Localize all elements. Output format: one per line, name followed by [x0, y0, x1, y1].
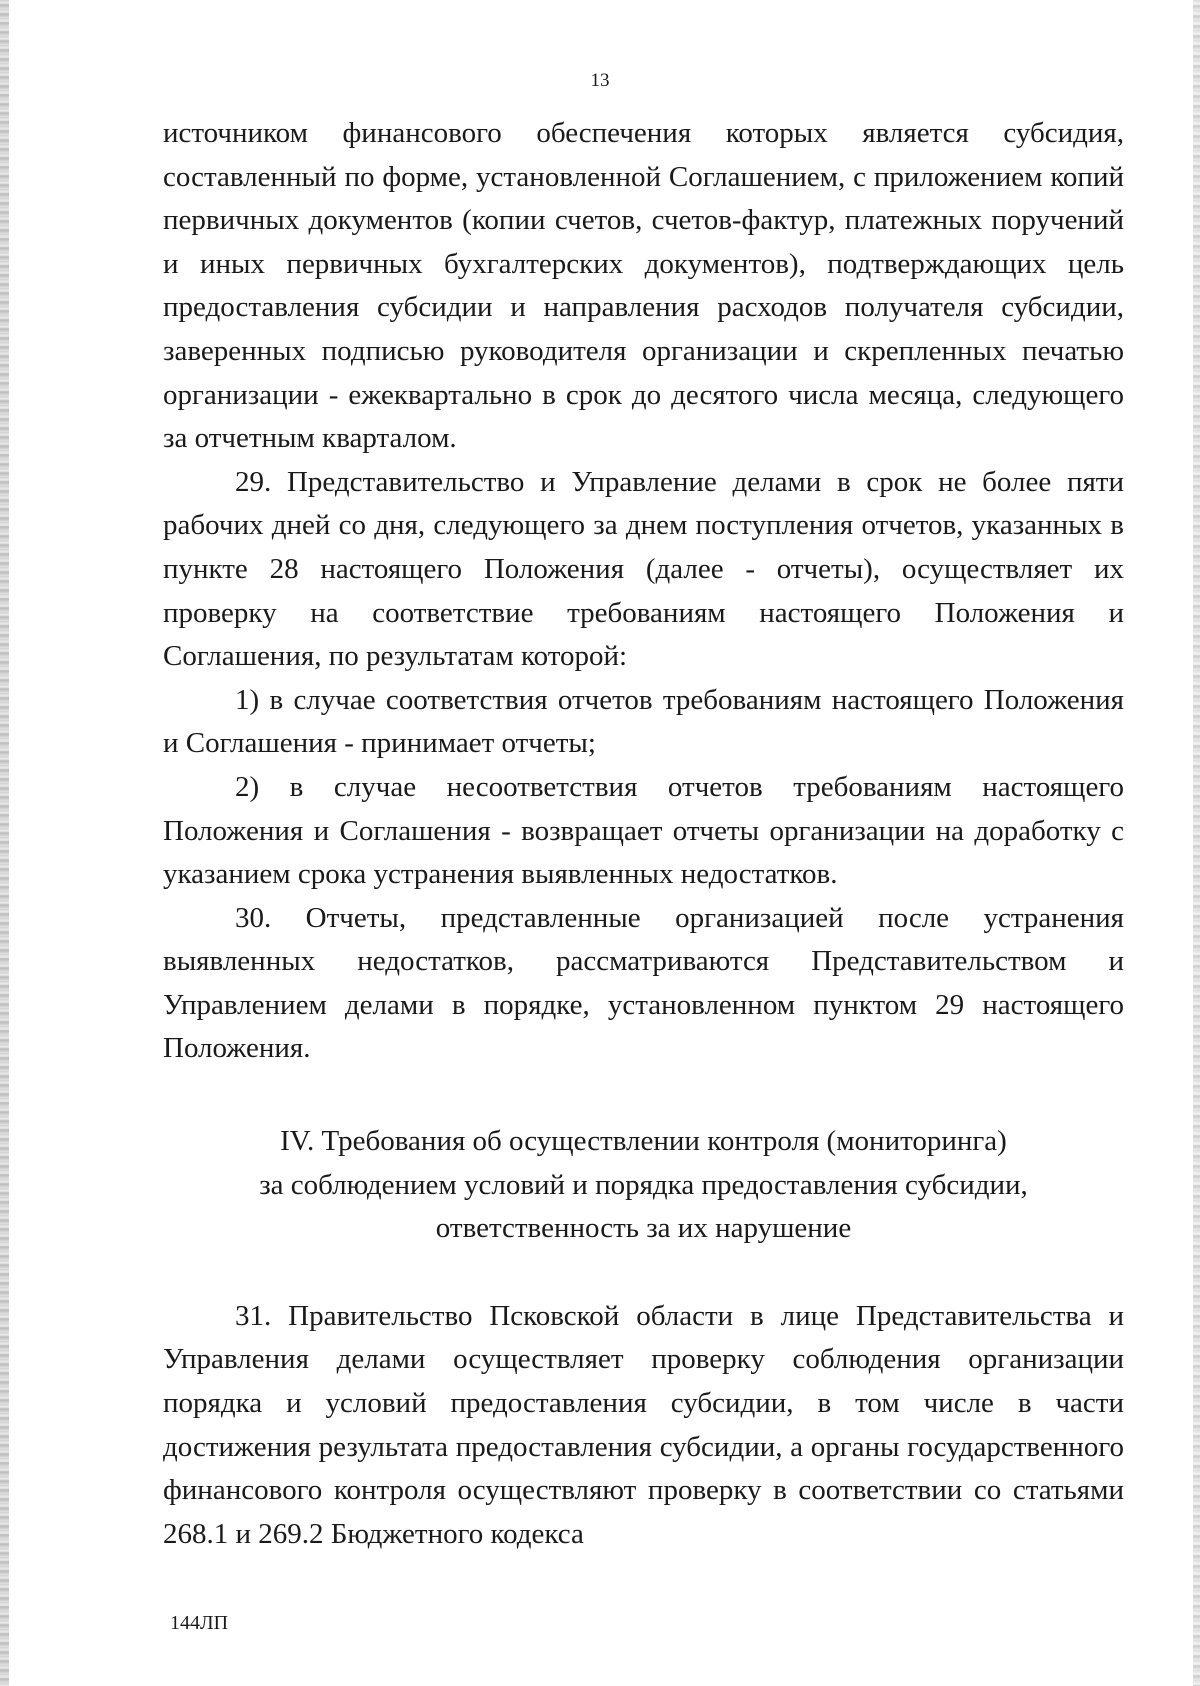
- document-code: 144ЛП: [170, 1612, 229, 1634]
- page-number: 13: [590, 70, 610, 91]
- paragraph-29: 29. Представительство и Управление делами в срок не более пяти рабочих дней со дня, следующего за днем поступления отчетов, указанных в пункте 28 настоящего Положения (далее - отчеты), осуществляет их проверку на соответствие требованиям настоящего Положения и Соглашения, по результатам которой:: [163, 465, 1124, 673]
- scan-edge-left: [0, 0, 9, 1686]
- paragraph-continuation: источником финансового обеспечения которых является субсидия, составленный по форме, установленной Соглашением, с приложением копий первичных документов (копии счетов, счетов-фактур, платежных поручений и иных первичных бухгалтерских документов), подтверждающих цель предоставления субсидии и направления расходов получателя субсидии, заверенных подписью руководителя организации и скрепленных печатью организации - ежеквартально в срок до десятого числа месяца, следующего за отчетным кварталом.: [163, 117, 1124, 455]
- paragraph-29-item-2: 2) в случае несоответствия отчетов требованиям настоящего Положения и Соглашения - возвращает отчеты организации на доработку с указанием срока устранения выявленных недостатков.: [163, 770, 1124, 891]
- paragraph-30: 30. Отчеты, представленные организацией после устранения выявленных недостатков, рассматриваются Представительством и Управлением делами в порядке, установленном пунктом 29 настоящего Положения.: [163, 901, 1124, 1065]
- scan-edge-right: [1193, 0, 1200, 1686]
- paragraphs-bottom: [163, 1295, 1124, 1557]
- section-heading-line-1: IV. Требования об осуществлении контроля (мониторинга): [280, 1125, 1007, 1158]
- paragraphs-top: [163, 112, 1124, 1071]
- document-body: [163, 112, 1124, 1556]
- section-heading: [163, 1120, 1124, 1251]
- section-heading-line-3: ответственность за их нарушение: [435, 1212, 852, 1245]
- paragraph-31: 31. Правительство Псковской области в лице Представительства и Управления делами осуществляет проверку соблюдения организации порядка и условий предоставления субсидии, в том числе в части достижения результата предоставления субсидии, а органы государственного финансового контроля осуществляют проверку в соответствии со статьями 268.1 и 269.2 Бюджетного кодекса: [163, 1299, 1124, 1550]
- section-heading-line-2: за соблюдением условий и порядка предоставления субсидии,: [259, 1168, 1028, 1201]
- paragraph-29-item-1: 1) в случае соответствия отчетов требованиям настоящего Положения и Соглашения - принимает отчеты;: [163, 683, 1124, 760]
